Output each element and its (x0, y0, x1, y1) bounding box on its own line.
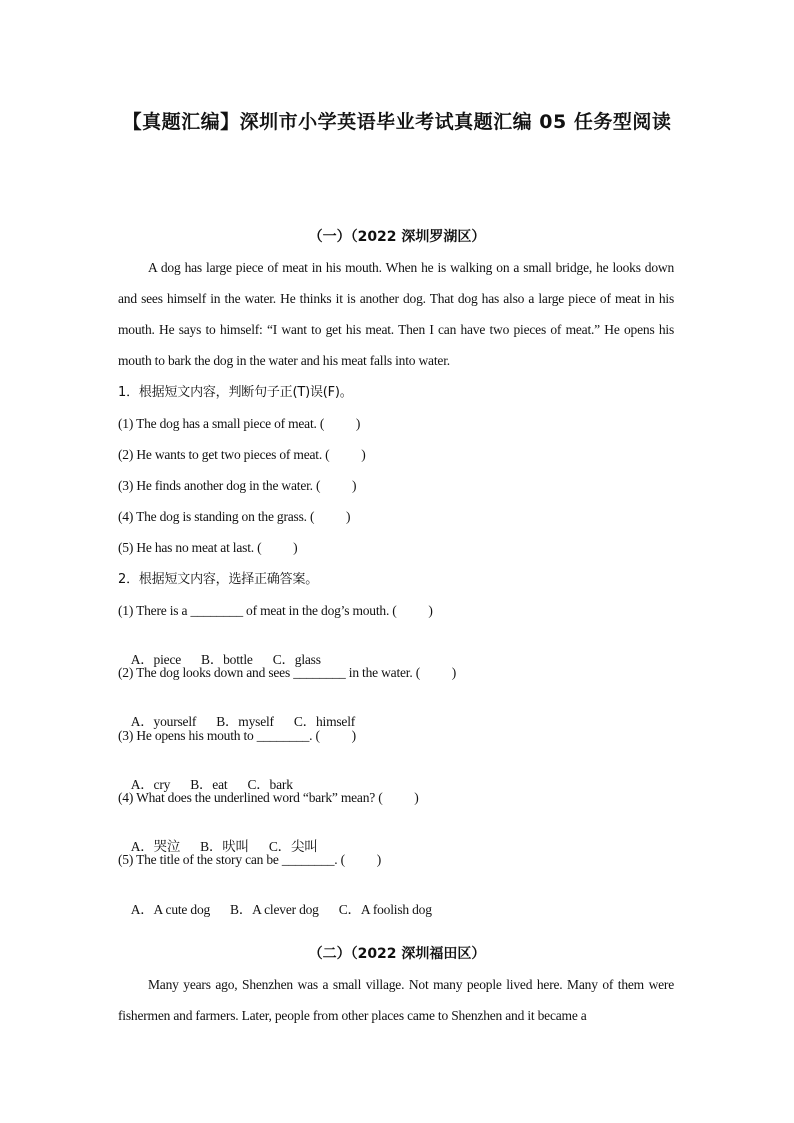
section-2-passage: Many years ago, Shenzhen was a small village. Not many people lived here. Many of them were fishermen and farmers. Later, people from other places came to Shenzhen and it became a (118, 977, 674, 1023)
mc-option: A．哭泣 (130, 839, 181, 854)
tf-item: (3) He finds another dog in the water. ( ) (118, 478, 357, 493)
mc-question: (4) What does the underlined word “bark” mean? ( ) (118, 790, 419, 805)
mc-question: (3) He opens his mouth to ________. ( ) (118, 728, 356, 743)
mc-option: B．myself (216, 714, 274, 729)
mc-question: (1) There is a ________ of meat in the dog’s mouth. ( ) (118, 603, 433, 618)
mc-option: A．yourself (130, 714, 197, 729)
section-1-passage: A dog has large piece of meat in his mouth. When he is walking on a small bridge, he looks down and sees himself in the water. He thinks it is another dog. That dog has also a large piece of meat in his mouth. He says to himself: “I want to get his meat. Then I can have two pieces of meat.” He opens his mouth to bark the dog in the water and his meat falls into water. (118, 260, 674, 368)
mc-question: (2) The dog looks down and sees ________ in the water. ( ) (118, 665, 457, 680)
mc-option: B．吠叫 (200, 839, 249, 854)
mc-option: B．bottle (201, 652, 253, 667)
question-2-instruction: 2．根据短文内容，选择正确答案。 (118, 572, 319, 587)
mc-option: B．eat (190, 777, 228, 792)
document-title: 【真题汇编】深圳市小学英语毕业考试真题汇编 05 任务型阅读 (122, 111, 672, 133)
section-1-heading: （一）（2022 深圳罗湖区） (308, 229, 486, 245)
mc-option: A．piece (130, 652, 182, 667)
mc-option: C．himself (293, 714, 356, 729)
tf-item: (1) The dog has a small piece of meat. ( ) (118, 416, 361, 431)
mc-question: (5) The title of the story can be ________. ( ) (118, 852, 381, 867)
tf-item: (5) He has no meat at last. ( ) (118, 540, 298, 555)
question-1-instruction: 1．根据短文内容，判断句子正(T)误(F)。 (118, 385, 353, 400)
mc-option: C．尖叫 (268, 839, 318, 854)
tf-item: (2) He wants to get two pieces of meat. ( ) (118, 447, 366, 462)
tf-item: (4) The dog is standing on the grass. ( ) (118, 509, 351, 524)
section-2-heading: （二）（2022 深圳福田区） (308, 946, 486, 962)
mc-option: C．glass (272, 652, 321, 667)
mc-option: C．A foolish dog (338, 902, 432, 917)
mc-options (118, 883, 678, 937)
mc-option: A．A cute dog (130, 902, 211, 917)
mc-option: C．bark (247, 777, 293, 792)
mc-option: A．cry (130, 777, 171, 792)
mc-option: B．A clever dog (230, 902, 319, 917)
